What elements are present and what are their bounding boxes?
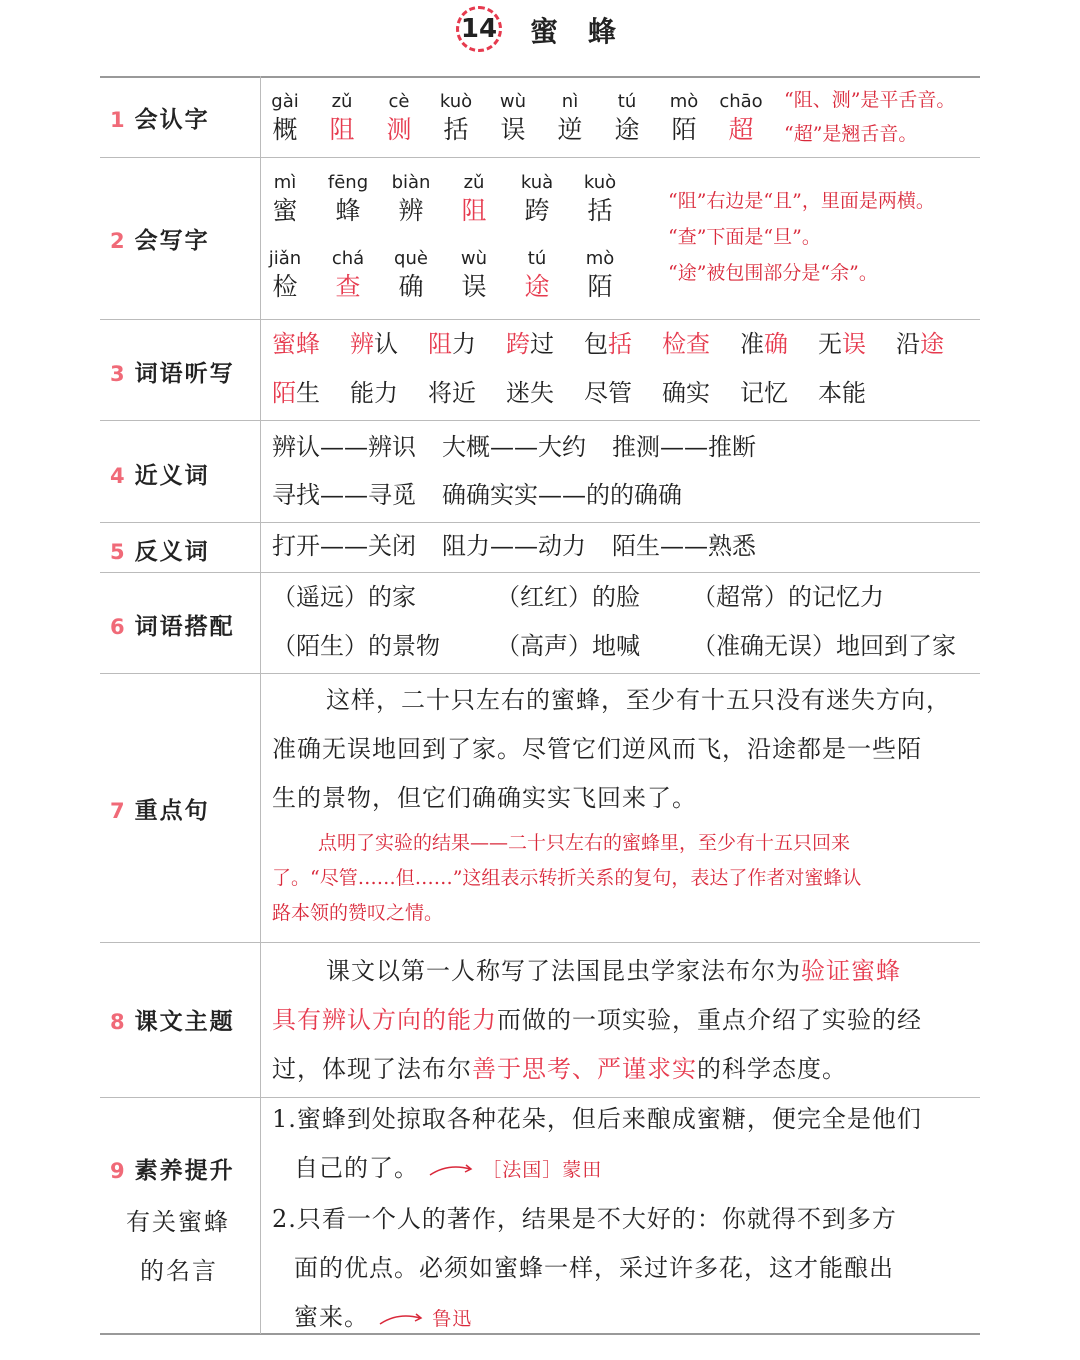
quote-source: ［法国］蒙田 <box>482 1159 603 1181</box>
section-label: 4 近义词 <box>110 463 210 489</box>
synonym-pair: 推测——推断 <box>612 433 756 461</box>
char-cell <box>711 91 771 147</box>
theme-text-part: 过，体现了法布尔 <box>272 1055 472 1083</box>
hanzi: 蜂 <box>335 196 361 225</box>
theme-text-part: 课文以第一人称写了法国昆虫学家法布尔为 <box>326 957 801 985</box>
hanzi: 查 <box>335 272 361 301</box>
pronunciation-note: “超”是翘舌音。 <box>784 123 918 145</box>
dictation-word: 本能 <box>818 379 866 407</box>
char-cell <box>318 248 378 304</box>
synonym-line <box>272 423 980 472</box>
synonym-line <box>272 471 980 520</box>
lesson-number-badge: 14 <box>456 6 502 52</box>
pinyin: mò <box>585 248 615 269</box>
hanzi: 阻 <box>329 115 355 144</box>
char-cell <box>381 172 441 228</box>
quote-source: 鲁迅 <box>432 1308 473 1330</box>
collocation-item: （遥远）的家 <box>272 583 416 611</box>
dictation-word: 能力 <box>350 379 398 407</box>
analysis-line: 点明了实验的结果——二十只左右的蜜蜂里，至少有十五只回来 <box>318 832 851 854</box>
antonym-pair: 打开——关闭 <box>272 532 416 560</box>
hanzi: 阻 <box>461 196 487 225</box>
section-label: 1 会认字 <box>110 107 210 133</box>
char-cell <box>540 91 600 147</box>
section-synonyms <box>0 421 1080 522</box>
dictation-word: 迷失 <box>506 379 554 407</box>
dictation-word-line <box>272 369 980 418</box>
pinyin: zǔ <box>463 172 485 193</box>
sublabel-line: 的名言 <box>140 1257 218 1285</box>
theme-text-part: 的科学态度。 <box>697 1055 847 1083</box>
pinyin: fēng <box>327 172 369 193</box>
curved-arrow-icon <box>428 1163 474 1177</box>
pinyin: kuò <box>439 91 473 112</box>
hanzi: 测 <box>386 115 412 144</box>
writing-tip: “途”被包围部分是“余”。 <box>668 262 878 284</box>
section-quotes <box>0 1098 1080 1333</box>
quote-line: 蜜来。 <box>294 1303 369 1331</box>
char-cell <box>654 91 714 147</box>
hanzi: 概 <box>272 115 298 144</box>
hanzi: 蜜 <box>272 196 298 225</box>
pinyin: jiǎn <box>268 248 302 269</box>
pinyin: kuò <box>583 172 617 193</box>
char-cell <box>483 91 543 147</box>
section-write-chars <box>0 158 1080 319</box>
pinyin: kuà <box>520 172 554 193</box>
curved-arrow-icon <box>378 1312 424 1326</box>
lesson-title: 蜜蜂 <box>530 15 647 48</box>
section-label: 3 词语听写 <box>110 361 235 387</box>
collocation-item: （超常）的记忆力 <box>692 583 884 611</box>
sublabel-line: 有关蜜蜂 <box>126 1208 230 1236</box>
quote-line: 面的优点。必须如蜜蜂一样，采过许多花，这才能酿出 <box>294 1254 894 1282</box>
hanzi: 检 <box>272 272 298 301</box>
synonym-pair: 辨认——辨识 <box>272 433 416 461</box>
section-dictation <box>0 320 1080 420</box>
pinyin: què <box>394 248 428 269</box>
section-recognize-chars <box>0 77 1080 157</box>
pinyin: wù <box>460 248 488 269</box>
char-cell <box>312 91 372 147</box>
pinyin: cè <box>388 91 410 112</box>
hanzi: 陌 <box>587 272 613 301</box>
section-label: 6 词语搭配 <box>110 614 235 640</box>
dictation-word: 陌生 <box>272 379 320 407</box>
char-cell <box>255 172 315 228</box>
pinyin: chá <box>331 248 365 269</box>
quote-line: 1.蜜蜂到处掠取各种花朵，但后来酿成蜜糖，便完全是他们 <box>272 1105 922 1133</box>
antonym-pair: 陌生——熟悉 <box>612 532 756 560</box>
pinyin: mò <box>669 91 699 112</box>
collocation-item: （高声）地喊 <box>496 632 640 660</box>
dictation-word: 确实 <box>662 379 710 407</box>
char-cell <box>426 91 486 147</box>
section-antonyms <box>0 523 1080 572</box>
theme-highlight: 验证蜜蜂 <box>801 957 901 985</box>
synonym-pair: 寻找——寻觅 <box>272 481 416 509</box>
dictation-word-line <box>272 320 980 369</box>
key-sentence-text <box>272 676 980 823</box>
char-cell <box>507 172 567 228</box>
dictation-word: 无误 <box>818 330 866 358</box>
hanzi: 跨 <box>524 196 550 225</box>
pinyin: zǔ <box>331 91 353 112</box>
writing-tip: “阻”右边是“且”，里面是两横。 <box>668 190 935 212</box>
analysis-line: 路本领的赞叹之情。 <box>272 902 444 924</box>
dictation-word: 蜜蜂 <box>272 330 320 358</box>
char-cell <box>255 91 315 147</box>
hanzi: 括 <box>587 196 613 225</box>
pinyin: tú <box>617 91 637 112</box>
section-label: 8 课文主题 <box>110 1009 235 1035</box>
char-cell <box>570 172 630 228</box>
pinyin: mì <box>273 172 297 193</box>
theme-highlight: 善于思考、严谨求实 <box>472 1055 697 1083</box>
hanzi: 括 <box>443 115 469 144</box>
dictation-word: 检查 <box>662 330 710 358</box>
hanzi: 陌 <box>671 115 697 144</box>
pinyin: wù <box>499 91 527 112</box>
hanzi: 途 <box>524 272 550 301</box>
char-cell <box>507 248 567 304</box>
section-collocations <box>0 573 1080 673</box>
antonym-pair: 阻力——动力 <box>442 532 586 560</box>
section-theme <box>0 943 1080 1097</box>
theme-text <box>272 947 980 1094</box>
dictation-word: 跨过 <box>506 330 554 358</box>
char-cell <box>255 248 315 304</box>
char-cell <box>597 91 657 147</box>
section-label: 9 素养提升 <box>110 1158 235 1184</box>
sentence-line: 准确无误地回到了家。尽管它们逆风而飞，沿途都是一些陌 <box>272 735 922 763</box>
hanzi: 逆 <box>557 115 583 144</box>
section-key-sentence <box>0 674 1080 942</box>
hanzi: 确 <box>398 272 424 301</box>
collocation-item: （准确无误）地回到了家 <box>692 632 956 660</box>
section-label: 5 反义词 <box>110 539 210 565</box>
dictation-word: 阻力 <box>428 330 476 358</box>
char-cell <box>369 91 429 147</box>
hanzi: 误 <box>500 115 526 144</box>
char-cell <box>444 172 504 228</box>
sentence-line: 这样，二十只左右的蜜蜂，至少有十五只没有迷失方向， <box>326 686 951 714</box>
page-header <box>0 0 1080 60</box>
dictation-word: 尽管 <box>584 379 632 407</box>
theme-highlight: 具有辨认方向的能力 <box>272 1006 497 1034</box>
section-label: 2 会写字 <box>110 228 210 254</box>
quote-line: 2.只看一个人的著作，结果是不大好的：你就得不到多方 <box>272 1205 897 1233</box>
char-cell <box>444 248 504 304</box>
section-label: 7 重点句 <box>110 798 210 824</box>
hanzi: 误 <box>461 272 487 301</box>
pinyin: tú <box>527 248 547 269</box>
analysis-line: 了。“尽管……但……”这组表示转折关系的复句，表达了作者对蜜蜂认 <box>272 867 862 889</box>
hanzi: 辨 <box>398 196 424 225</box>
char-cell <box>318 172 378 228</box>
sentence-line: 生的景物，但它们确确实实飞回来了。 <box>272 784 697 812</box>
theme-text-part: 而做的一项实验，重点介绍了实验的经 <box>497 1006 922 1034</box>
dictation-word: 辨认 <box>350 330 398 358</box>
hanzi: 超 <box>728 115 754 144</box>
collocation-item: （陌生）的景物 <box>272 632 440 660</box>
pinyin: nì <box>561 91 579 112</box>
section-sublabel <box>126 1198 230 1296</box>
pinyin: gài <box>271 91 299 112</box>
quote-list <box>272 1095 980 1344</box>
dictation-word: 将近 <box>428 379 476 407</box>
pronunciation-note: “阻、测”是平舌音。 <box>784 89 956 111</box>
writing-tip: “查”下面是“旦”。 <box>668 226 821 248</box>
dictation-word: 包括 <box>584 330 632 358</box>
char-cell <box>570 248 630 304</box>
quote-line: 自己的了。 <box>294 1154 419 1182</box>
sentence-analysis <box>272 826 980 931</box>
dictation-word: 记忆 <box>740 379 788 407</box>
char-cell <box>381 248 441 304</box>
synonym-pair: 大概——大约 <box>442 433 586 461</box>
collocation-item: （红红）的脸 <box>496 583 640 611</box>
synonym-pair: 确确实实——的的确确 <box>442 481 682 509</box>
dictation-word: 准确 <box>740 330 788 358</box>
antonym-line <box>272 522 980 571</box>
hanzi: 途 <box>614 115 640 144</box>
pinyin: biàn <box>391 172 431 193</box>
pinyin: chāo <box>719 91 763 112</box>
dictation-word: 沿途 <box>896 330 944 358</box>
